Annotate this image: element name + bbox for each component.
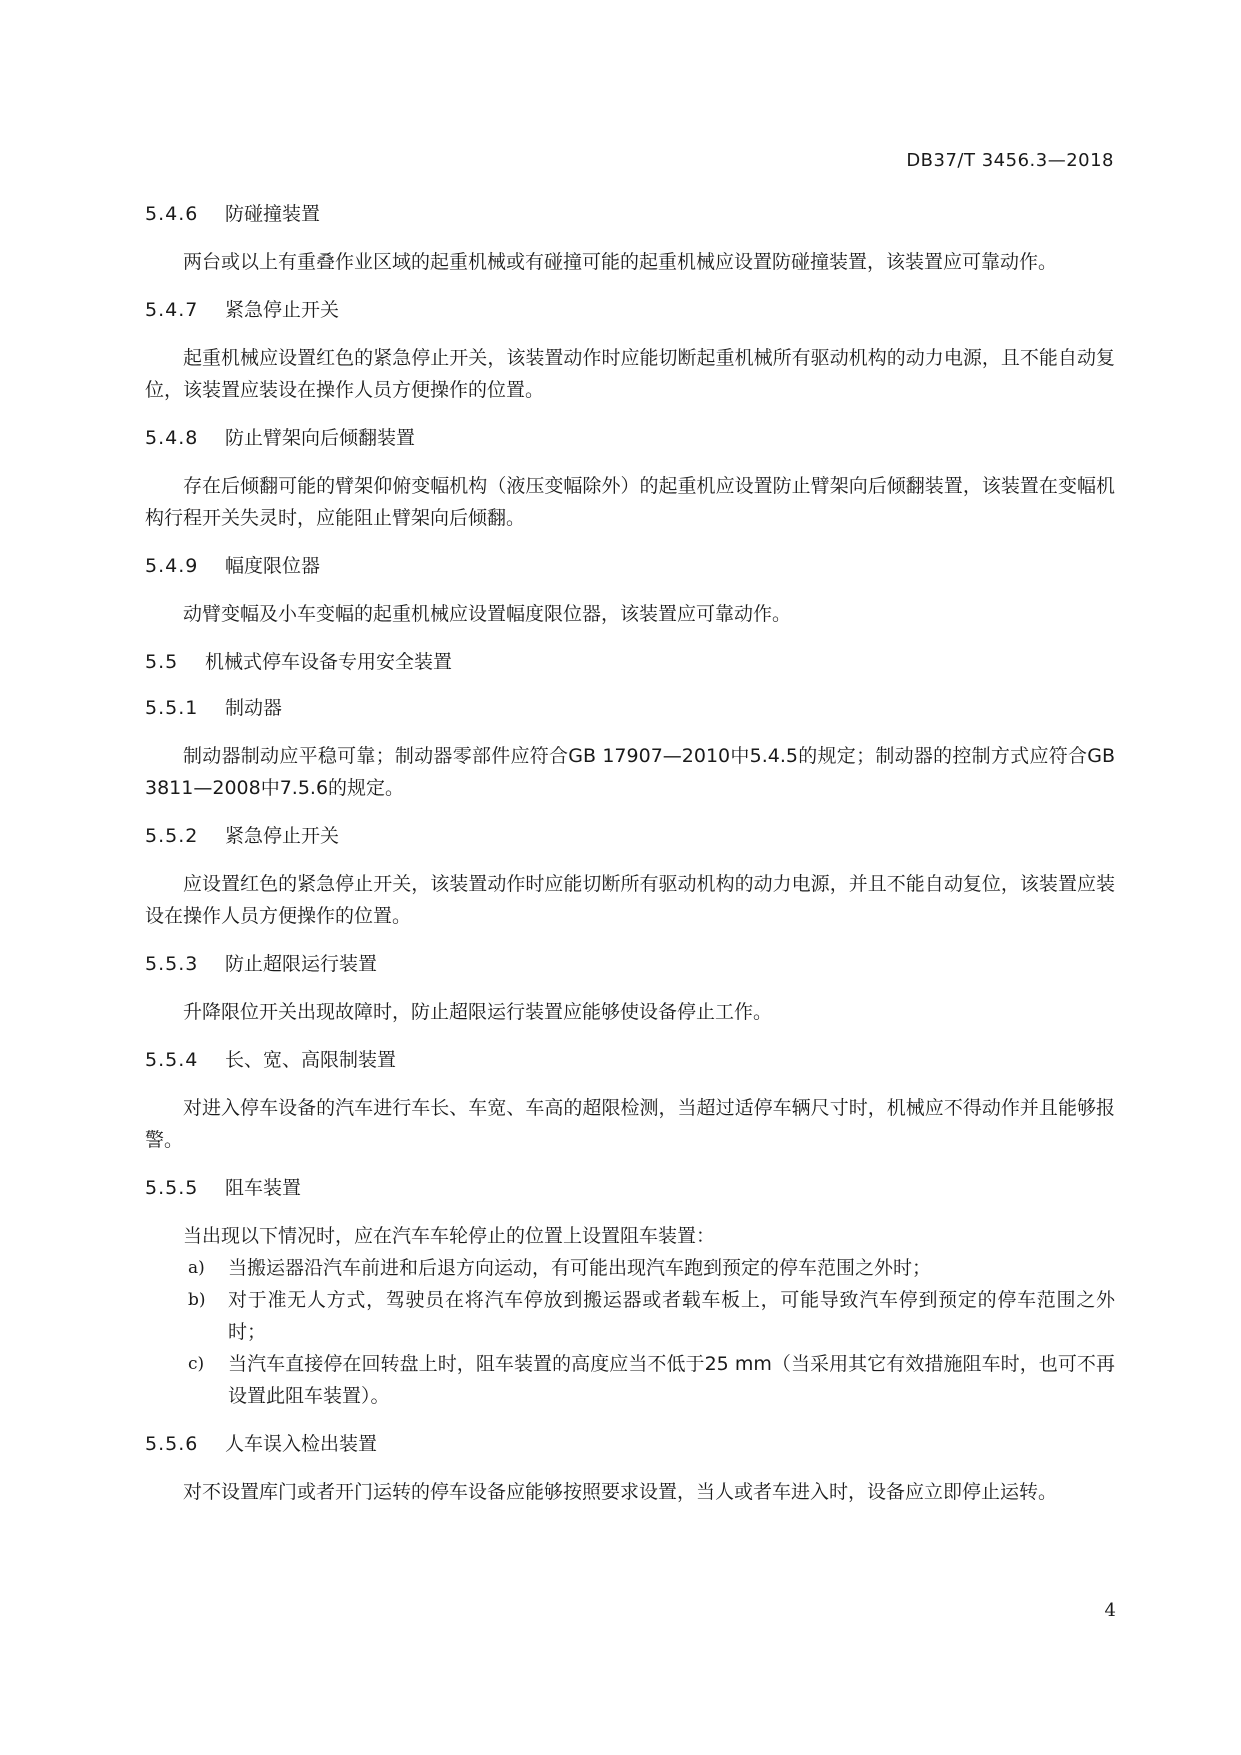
- section-number: 5.5: [145, 651, 179, 673]
- section-number: 5.4.7: [145, 299, 199, 321]
- section-5-5: [145, 648, 1115, 676]
- page-number: 4: [1104, 1600, 1116, 1621]
- list-item-text: 当汽车直接停在回转盘上时，阻车装置的高度应当不低于25 mm（当采用其它有效措施阻车时，也可不再设置此阻车装置）。: [228, 1353, 1115, 1407]
- document-body: [145, 200, 1115, 1526]
- section-5-4-7: [145, 296, 1115, 406]
- section-heading: [145, 648, 1115, 676]
- list-item: [145, 1284, 1115, 1348]
- section-paragraph: 起重机械应设置红色的紧急停止开关，该装置动作时应能切断起重机械所有驱动机构的动力电源，且不能自动复位，该装置应装设在操作人员方便操作的位置。: [145, 347, 1115, 401]
- section-5-4-9: [145, 552, 1115, 630]
- section-title: 制动器: [225, 697, 283, 719]
- list-item-text: 对于准无人方式，驾驶员在将汽车停放到搬运器或者载车板上，可能导致汽车停到预定的停车范围之外时；: [228, 1289, 1115, 1343]
- section-heading: [145, 424, 1115, 452]
- section-heading: [145, 1174, 1115, 1202]
- section-number: 5.5.2: [145, 825, 199, 847]
- section-number: 5.5.3: [145, 953, 199, 975]
- section-number: 5.4.8: [145, 427, 199, 449]
- section-5-4-6: [145, 200, 1115, 278]
- condition-list: [145, 1220, 1115, 1412]
- section-heading: [145, 822, 1115, 850]
- document-code: DB37/T 3456.3—2018: [906, 150, 1114, 171]
- section-5-5-5: [145, 1174, 1115, 1412]
- section-number: 5.5.1: [145, 697, 199, 719]
- section-title: 防碰撞装置: [225, 203, 321, 225]
- list-item-marker: b): [188, 1290, 206, 1310]
- section-heading: [145, 1046, 1115, 1074]
- section-title: 人车误入检出装置: [225, 1433, 378, 1455]
- list-item-marker: c): [188, 1354, 205, 1374]
- section-title: 紧急停止开关: [225, 299, 340, 321]
- section-paragraph: 制动器制动应平稳可靠；制动器零部件应符合GB 17907—2010中5.4.5的规定；制动器的控制方式应符合GB 3811—2008中7.5.6的规定。: [145, 745, 1115, 799]
- section-title: 防止超限运行装置: [225, 953, 378, 975]
- section-paragraph: 对进入停车设备的汽车进行车长、车宽、车高的超限检测，当超过适停车辆尺寸时，机械应不得动作并且能够报警。: [145, 1097, 1115, 1151]
- section-5-5-2: [145, 822, 1115, 932]
- section-number: 5.5.6: [145, 1433, 199, 1455]
- section-heading: [145, 552, 1115, 580]
- section-5-5-1: [145, 694, 1115, 804]
- section-title: 阻车装置: [225, 1177, 302, 1199]
- section-title: 防止臂架向后倾翻装置: [225, 427, 416, 449]
- section-paragraph: 动臂变幅及小车变幅的起重机械应设置幅度限位器，该装置应可靠动作。: [183, 603, 792, 625]
- list-item-text: 当搬运器沿汽车前进和后退方向运动，有可能出现汽车跑到预定的停车范围之外时；: [228, 1257, 932, 1279]
- list-intro: 当出现以下情况时，应在汽车车轮停止的位置上设置阻车装置：: [183, 1225, 716, 1247]
- section-paragraph: 两台或以上有重叠作业区域的起重机械或有碰撞可能的起重机械应设置防碰撞装置，该装置应可靠动作。: [183, 251, 1058, 273]
- section-number: 5.4.6: [145, 203, 199, 225]
- list-item: [145, 1252, 1115, 1284]
- section-heading: [145, 200, 1115, 228]
- section-paragraph: 存在后倾翻可能的臂架仰俯变幅机构（液压变幅除外）的起重机应设置防止臂架向后倾翻装置，该装置在变幅机构行程开关失灵时，应能阻止臂架向后倾翻。: [145, 475, 1115, 529]
- section-paragraph: 对不设置库门或者开门运转的停车设备应能够按照要求设置，当人或者车进入时，设备应立即停止运转。: [183, 1481, 1058, 1503]
- section-heading: [145, 950, 1115, 978]
- section-5-5-6: [145, 1430, 1115, 1508]
- section-heading: [145, 296, 1115, 324]
- section-5-4-8: [145, 424, 1115, 534]
- section-number: 5.5.4: [145, 1049, 199, 1071]
- section-number: 5.5.5: [145, 1177, 199, 1199]
- list-item: [145, 1348, 1115, 1412]
- section-5-5-4: [145, 1046, 1115, 1156]
- section-5-5-3: [145, 950, 1115, 1028]
- section-heading: [145, 1430, 1115, 1458]
- section-title: 幅度限位器: [225, 555, 321, 577]
- section-heading: [145, 694, 1115, 722]
- section-paragraph: 升降限位开关出现故障时，防止超限运行装置应能够使设备停止工作。: [183, 1001, 773, 1023]
- section-paragraph: 应设置红色的紧急停止开关，该装置动作时应能切断所有驱动机构的动力电源，并且不能自动复位，该装置应装设在操作人员方便操作的位置。: [145, 873, 1115, 927]
- section-number: 5.4.9: [145, 555, 199, 577]
- section-title: 长、宽、高限制装置: [225, 1049, 397, 1071]
- section-title: 紧急停止开关: [225, 825, 340, 847]
- list-item-marker: a): [188, 1258, 205, 1278]
- section-title: 机械式停车设备专用安全装置: [205, 651, 453, 673]
